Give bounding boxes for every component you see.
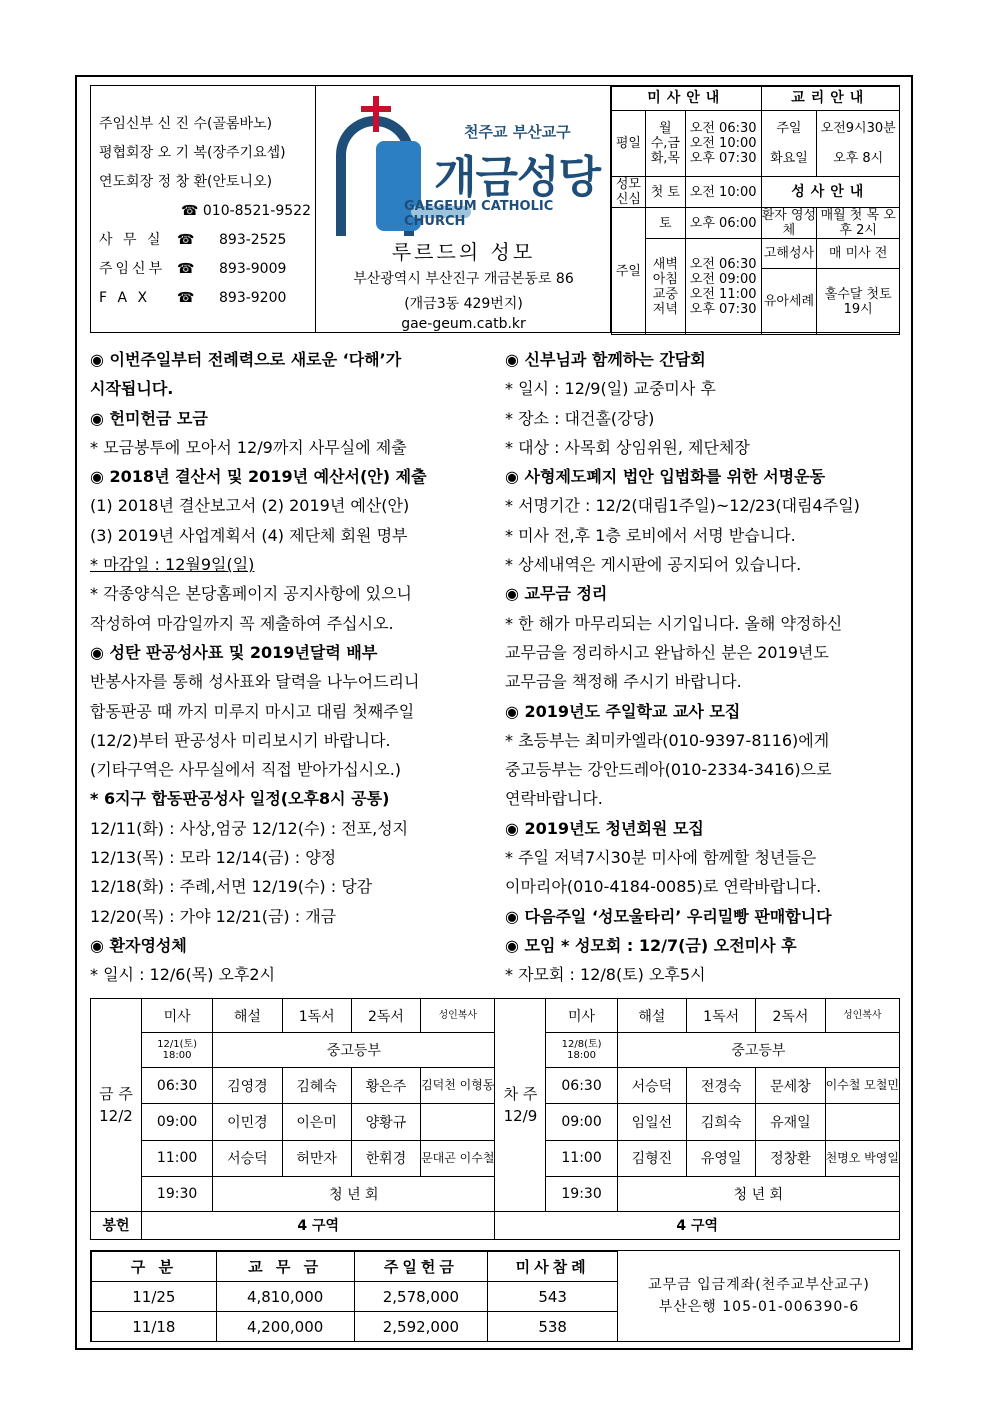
sunday-label: 주일 xyxy=(612,208,646,335)
announcement-line: 합동판공 때 까지 미루지 마시고 대림 첫째주일 xyxy=(90,701,415,721)
evening-mass-group: 청 년 회 xyxy=(617,1177,899,1211)
roster-name xyxy=(421,1104,495,1140)
sacrament-name: 환자 영성체 xyxy=(761,208,817,238)
sacrament-time: 매월 첫 목 오후 2시 xyxy=(817,208,900,239)
sacrament-title: 성사안내 xyxy=(761,177,899,208)
first-sat-day: 첫 토 xyxy=(645,177,685,208)
mass-time: 11:00 xyxy=(546,1140,617,1176)
schedule-panel xyxy=(611,86,900,332)
finance-cell: 4,200,000 xyxy=(216,1312,354,1342)
sat-mass-group: 중고등부 xyxy=(213,1033,495,1067)
announcement-line: * 장소 : 대건홀(강당) xyxy=(505,408,655,428)
phone-office: 사 무 실 ☎ 893-2525 xyxy=(99,226,315,255)
roster-name: 황은주 xyxy=(351,1067,420,1103)
finance-table xyxy=(91,1251,618,1342)
website-url: gae-geum.catb.kr xyxy=(401,316,526,332)
announcement-heading: ◉ 성탄 판공성사표 및 2019년달력 배부 xyxy=(90,642,378,662)
announcement-line: 반봉사자를 통해 성사표와 달력을 나누어드리니 xyxy=(90,672,420,692)
announcement-line: 시작됩니다. xyxy=(90,379,174,399)
roster-name: 김희숙 xyxy=(687,1104,756,1140)
announcement-heading: ◉ 헌미헌금 모금 xyxy=(90,408,208,428)
announcement-line: * 각종양식은 본당홈페이지 공지사항에 있으니 xyxy=(90,584,413,604)
announcement-line: 12/13(목) : 모라 12/14(금) : 양정 xyxy=(90,848,337,868)
roster-name: 전경숙 xyxy=(687,1067,756,1103)
announcement-line: 12/20(목) : 가야 12/21(금) : 개금 xyxy=(90,906,337,926)
sunday-days: 새벽 아침 교중 저녁 xyxy=(645,239,685,335)
roster-header: 2독서 xyxy=(351,999,420,1033)
announcement-line: 중고등부는 강안드레아(010-2334-3416)으로 xyxy=(505,760,832,780)
announcements-left xyxy=(90,345,490,990)
finance-header: 구 분 xyxy=(92,1252,217,1282)
mass-time: 06:30 xyxy=(546,1067,617,1103)
staff-pastor: 주임신부 신 진 수(골롬바노) xyxy=(99,116,273,132)
finance-cell: 11/25 xyxy=(92,1282,217,1312)
roster-table xyxy=(90,998,900,1240)
finance-cell: 543 xyxy=(488,1282,618,1312)
roster-name: 이민경 xyxy=(213,1104,282,1140)
announcement-line: * 일시 : 12/6(목) 오후2시 xyxy=(90,965,276,985)
announcement-line: 12/18(화) : 주례,서면 12/19(수) : 당감 xyxy=(90,877,373,897)
roster-name: 김덕천 이형동 xyxy=(421,1067,495,1103)
announcement-line: * 일시 : 12/9(일) 교중미사 후 xyxy=(505,379,716,399)
sat-mass-time: 12/8(토) 18:00 xyxy=(546,1033,617,1067)
roster-header: 미사 xyxy=(141,999,212,1033)
bulletin-page xyxy=(75,75,913,1350)
sunday-times: 오전 06:30 오전 09:00 오전 11:00 오후 07:30 xyxy=(685,239,761,335)
announcement-line: 연락바랍니다. xyxy=(505,789,603,809)
staff-yeondo: 연도회장 정 창 환(안토니오) xyxy=(99,174,273,190)
announcement-heading: ◉ 환자영성체 xyxy=(90,935,187,955)
schedule-table xyxy=(611,86,900,335)
catechism-days: 주일 화요일 xyxy=(761,111,817,177)
roster-name: 문대곤 이수철 xyxy=(421,1140,495,1176)
patron-saint: 루르드의 성모 xyxy=(391,240,536,264)
roster-header: 해설 xyxy=(617,999,686,1033)
announcement-line: * 미사 전,후 1층 로비에서 서명 받습니다. xyxy=(505,525,796,545)
roster-name: 천명오 박영일 xyxy=(825,1140,899,1176)
roster-name xyxy=(825,1104,899,1140)
roster-name: 문세창 xyxy=(756,1067,825,1103)
cross-icon xyxy=(361,96,391,132)
announcement-heading: ◉ 2018년 결산서 및 2019년 예산서(안) 제출 xyxy=(90,467,427,487)
address-old: (개금3동 429번지) xyxy=(404,296,523,312)
evening-mass-group: 청 년 회 xyxy=(213,1177,495,1211)
offering-group: 4 구역 xyxy=(495,1211,900,1239)
roster-header: 성인복사 xyxy=(825,999,899,1033)
first-sat-time: 오전 10:00 xyxy=(685,177,761,208)
announcement-line: * 한 해가 마무리되는 시기입니다. 올해 약정하신 xyxy=(505,613,843,633)
announcement-heading: ◉ 교무금 정리 xyxy=(505,584,608,604)
announcement-line: (12/2)부터 판공성사 미리보시기 바랍니다. xyxy=(90,730,391,750)
finance-header: 미사참례 xyxy=(488,1252,618,1282)
church-name: 개금성당 xyxy=(434,152,601,203)
sat-mass-time: 12/1(토) 18:00 xyxy=(141,1033,212,1067)
announcement-line: 교무금을 정리하시고 완납하신 분은 2019년도 xyxy=(505,642,829,662)
week-label: 금 주 12/2 xyxy=(91,999,142,1212)
evening-mass-time: 19:30 xyxy=(546,1177,617,1211)
announcement-line: * 모금봉투에 모아서 12/9까지 사무실에 제출 xyxy=(90,437,407,457)
catechism-title: 교리안내 xyxy=(761,87,899,111)
announcement-line: (1) 2018년 결산보고서 (2) 2019년 예산(안) xyxy=(90,496,410,516)
roster-name: 유재일 xyxy=(756,1104,825,1140)
announcement-line: * 주일 저녁7시30분 미사에 함께할 청년들은 xyxy=(505,848,817,868)
roster-name: 서승덕 xyxy=(617,1067,686,1103)
finance-cell: 11/18 xyxy=(92,1312,217,1342)
phone-icon: ☎ xyxy=(177,232,195,248)
account-number: 부산은행 105-01-006390-6 xyxy=(658,1299,860,1315)
announcement-heading: ◉ 신부님과 함께하는 간담회 xyxy=(505,350,706,369)
announcement-line: * 서명기간 : 12/2(대림1주일)~12/23(대림4주일) xyxy=(505,496,860,516)
sat-time: 오후 06:00 xyxy=(685,208,761,239)
announcement-line: * 대상 : 사목회 상임위원, 제단체장 xyxy=(505,437,750,457)
mobile-number: ☎ 010-8521-9522 xyxy=(181,203,311,219)
announcement-line: * 초등부는 최미카엘라(010-9397-8116)에게 xyxy=(505,730,830,750)
roster-name: 정창환 xyxy=(756,1140,825,1176)
church-english-name: GAEGEUM CATHOLIC CHURCH xyxy=(404,199,554,229)
weekday-times: 오전 06:30 오전 10:00 오후 07:30 xyxy=(685,111,761,177)
roster-name: 유영일 xyxy=(687,1140,756,1176)
sacrament-name: 유아세례 xyxy=(761,269,817,335)
sacrament-time: 홀수달 첫토 19시 xyxy=(817,269,900,335)
weekday-label: 평일 xyxy=(612,111,646,177)
offering-label: 봉헌 xyxy=(91,1211,142,1239)
announcement-line: 이마리아(010-4184-0085)로 연락바랍니다. xyxy=(505,877,822,897)
announcement-heading: ◉ 사형제도폐지 법안 입법화를 위한 서명운동 xyxy=(505,467,826,487)
address: 부산광역시 부산진구 개금본동로 86 xyxy=(353,271,574,287)
roster-name: 이은미 xyxy=(282,1104,351,1140)
finance-report xyxy=(90,1250,900,1342)
roster-header: 1독서 xyxy=(687,999,756,1033)
phone-icon: ☎ xyxy=(177,290,195,306)
announcement-line: * 상세내역은 게시판에 공지되어 있습니다. xyxy=(505,555,802,575)
announcement-line: * 마감일 : 12월9일(일) xyxy=(90,555,255,575)
sat-day: 토 xyxy=(645,208,685,239)
liturgy-roster xyxy=(90,998,900,1240)
sacrament-time: 매 미사 전 xyxy=(817,239,900,269)
phone-fax: F A X ☎ 893-9200 xyxy=(99,284,315,313)
roster-name: 김영경 xyxy=(213,1067,282,1103)
announcement-heading: ◉ 이번주일부터 전례력으로 새로운 ‘다해’가 xyxy=(90,350,402,369)
week-label: 차 주 12/9 xyxy=(495,999,546,1212)
roster-name: 김혜숙 xyxy=(282,1067,351,1103)
header xyxy=(90,85,900,333)
announcement-line: * 6지구 합동판공성사 일정(오후8시 공통) xyxy=(90,789,390,809)
sat-mass-group: 중고등부 xyxy=(617,1033,899,1067)
roster-header: 성인복사 xyxy=(421,999,495,1033)
staff-president: 평협회장 오 기 복(장주기요셉) xyxy=(99,145,286,161)
roster-name: 양황규 xyxy=(351,1104,420,1140)
finance-header: 교 무 금 xyxy=(216,1252,354,1282)
announcement-heading: ◉ 모임 * 성모회 : 12/7(금) 오전미사 후 xyxy=(505,935,797,955)
announcement-line: 작성하여 마감일까지 꼭 제출하여 주십시오. xyxy=(90,613,394,633)
mass-time: 11:00 xyxy=(141,1140,212,1176)
roster-name: 허만자 xyxy=(282,1140,351,1176)
finance-header: 주일헌금 xyxy=(354,1252,488,1282)
finance-cell: 2,592,000 xyxy=(354,1312,488,1342)
finance-cell: 538 xyxy=(488,1312,618,1342)
first-sat-label: 성모 신심 xyxy=(612,177,646,208)
announcement-line: (3) 2019년 사업계획서 (4) 제단체 회원 명부 xyxy=(90,525,408,545)
announcement-heading: ◉ 2019년도 주일학교 교사 모집 xyxy=(505,701,741,721)
weekday-days: 월 수,금 화,목 xyxy=(645,111,685,177)
roster-name: 한휘경 xyxy=(351,1140,420,1176)
announcement-heading: ◉ 2019년도 청년회원 모집 xyxy=(505,818,704,838)
roster-header: 미사 xyxy=(546,999,617,1033)
catechism-times: 오전9시30분 오후 8시 xyxy=(817,111,900,177)
finance-cell: 2,578,000 xyxy=(354,1282,488,1312)
mass-time: 09:00 xyxy=(546,1104,617,1140)
roster-header: 2독서 xyxy=(756,999,825,1033)
mass-time: 06:30 xyxy=(141,1067,212,1103)
announcements xyxy=(90,345,900,1000)
diocese-name: 천주교 부산교구 xyxy=(464,123,571,141)
announcement-line: 교무금을 책정해 주시기 바랍니다. xyxy=(505,672,742,692)
roster-header: 해설 xyxy=(213,999,282,1033)
church-logo-panel xyxy=(316,86,611,332)
roster-name: 임일선 xyxy=(617,1104,686,1140)
roster-header: 1독서 xyxy=(282,999,351,1033)
announcement-line: (기타구역은 사무실에서 직접 받아가십시오.) xyxy=(90,760,402,780)
offering-group: 4 구역 xyxy=(141,1211,495,1239)
phone-pastor: 주임신부 ☎ 893-9009 xyxy=(99,255,315,284)
account-title: 교무금 입금계좌(천주교부산교구) xyxy=(648,1277,870,1293)
mass-time: 09:00 xyxy=(141,1104,212,1140)
evening-mass-time: 19:30 xyxy=(141,1177,212,1211)
phone-icon: ☎ xyxy=(177,261,195,277)
contact-panel xyxy=(91,86,316,332)
sacrament-name: 고해성사 xyxy=(761,239,817,269)
mass-guide-title: 미사안내 xyxy=(612,87,762,111)
bank-account-info xyxy=(618,1251,900,1341)
roster-name: 서승덕 xyxy=(213,1140,282,1176)
announcement-heading: ◉ 다음주일 ‘성모울타리’ 우리밀빵 판매합니다 xyxy=(505,906,832,926)
roster-name: 김형진 xyxy=(617,1140,686,1176)
announcements-right xyxy=(505,345,900,990)
roster-name: 이수철 모철민 xyxy=(825,1067,899,1103)
announcement-line: 12/11(화) : 사상,엄궁 12/12(수) : 전포,성지 xyxy=(90,818,409,838)
finance-cell: 4,810,000 xyxy=(216,1282,354,1312)
announcement-line: * 자모회 : 12/8(토) 오후5시 xyxy=(505,965,706,985)
